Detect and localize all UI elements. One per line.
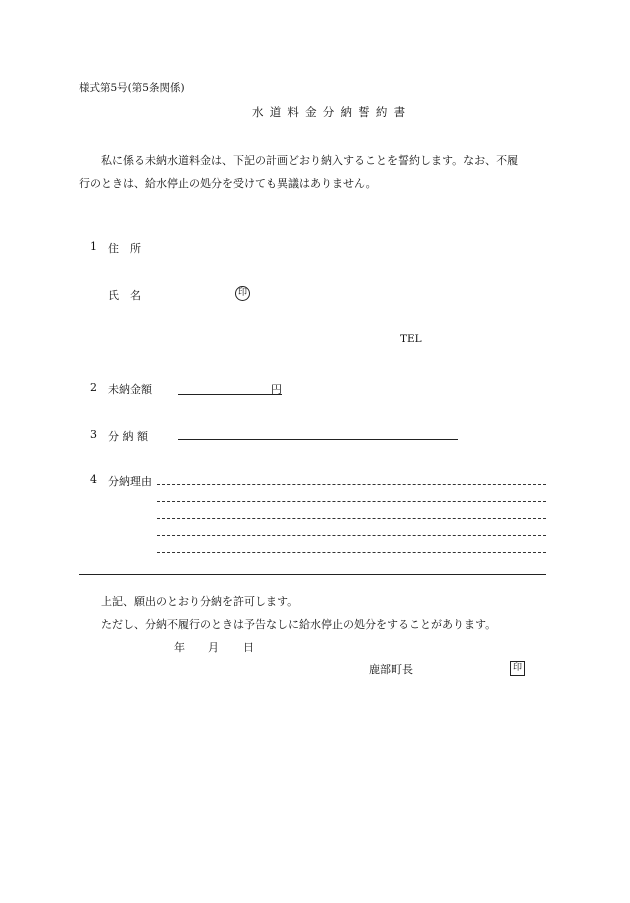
unpaid-label: 未納金額 bbox=[108, 383, 152, 396]
reason-number: 4 bbox=[90, 473, 97, 486]
reason-line-4 bbox=[157, 535, 546, 536]
address-number: 1 bbox=[90, 240, 97, 253]
signer-seal-mark: 印 bbox=[510, 661, 525, 676]
section-divider bbox=[79, 574, 546, 575]
unpaid-number: 2 bbox=[90, 381, 97, 394]
intro-line-2: 行のときは、給水停止の処分を受けても異議はありません。 bbox=[79, 177, 377, 190]
intro-line-1: 私に係る未納水道料金は、下記の計画どおり納入することを誓約します。なお、不履 bbox=[101, 154, 519, 167]
reason-line-2 bbox=[157, 501, 546, 502]
address-label: 住 所 bbox=[108, 242, 141, 255]
installment-label: 分 納 額 bbox=[108, 430, 148, 443]
installment-line bbox=[178, 439, 458, 440]
reason-line-5 bbox=[157, 552, 546, 553]
approval-line-2: ただし、分納不履行のときは予告なしに給水停止の処分をすることがあります。 bbox=[101, 618, 497, 631]
reason-line-1 bbox=[157, 484, 546, 485]
name-seal-mark: 印 bbox=[235, 286, 250, 301]
approval-line-1: 上記、願出のとおり分納を許可します。 bbox=[101, 595, 299, 608]
installment-number: 3 bbox=[90, 428, 97, 441]
name-label: 氏 名 bbox=[108, 289, 141, 302]
unpaid-unit: 円 bbox=[271, 383, 282, 396]
tel-label: TEL bbox=[400, 333, 422, 345]
date-year: 年 bbox=[174, 641, 185, 654]
reason-line-3 bbox=[157, 518, 546, 519]
signer-title: 鹿部町長 bbox=[369, 663, 413, 676]
unpaid-amount-line bbox=[178, 394, 282, 395]
date-month: 月 bbox=[208, 641, 219, 654]
document-title: 水道料金分納誓約書 bbox=[252, 105, 412, 119]
reason-label: 分納理由 bbox=[108, 475, 152, 488]
form-number: 様式第5号(第5条関係) bbox=[79, 82, 185, 94]
date-day: 日 bbox=[243, 641, 254, 654]
